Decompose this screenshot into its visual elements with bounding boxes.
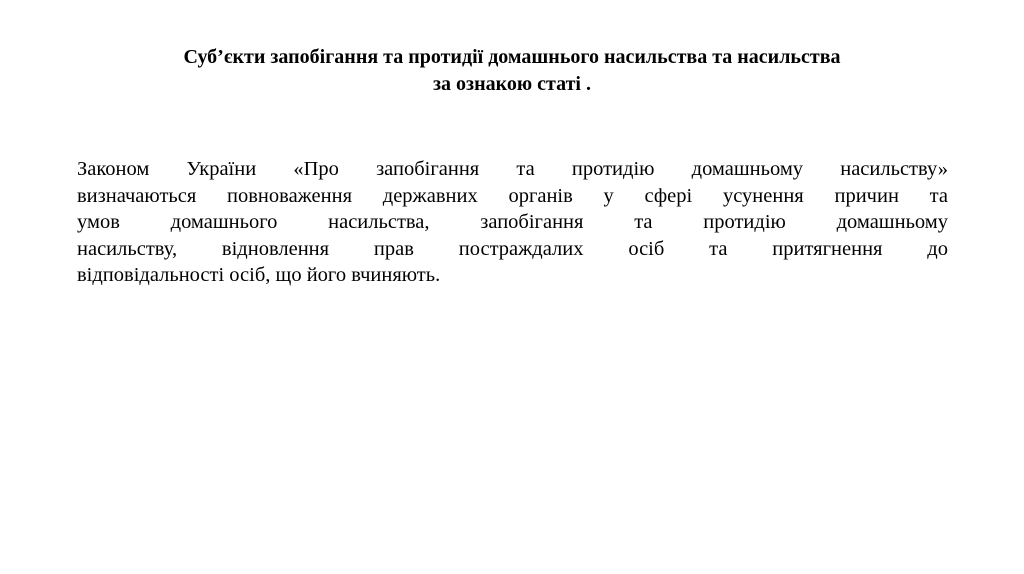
paragraph-line: визначаються повноваження державних органів у сфері усунення причин та: [77, 184, 948, 207]
paragraph-line: Законом України «Про запобігання та протидію домашньому насильству»: [77, 158, 948, 180]
paragraph-line: відповідальності осіб, що його вчиняють.: [77, 264, 441, 286]
slide-title: [80, 44, 944, 98]
paragraph-line: насильству, відновлення прав постраждалих осіб та притягнення до: [77, 237, 948, 260]
slide-title-line: за ознакою статі .: [433, 73, 591, 95]
paragraph-line: умов домашнього насильства, запобігання та протидію домашньому: [77, 211, 948, 233]
slide-title-line: Суб’єкти запобігання та протидії домашнього насильства та насильства: [183, 46, 841, 68]
slide-body-paragraph: [77, 156, 948, 289]
